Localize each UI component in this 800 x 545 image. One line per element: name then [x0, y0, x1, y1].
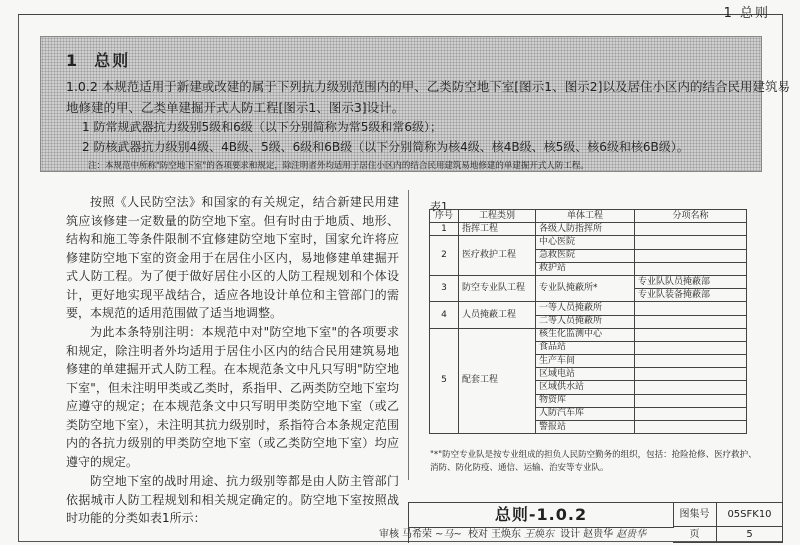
- unit-cell: 区域供水站: [536, 381, 635, 394]
- header-cell: 单体工程: [536, 210, 635, 223]
- sub-cell: [635, 302, 747, 315]
- sub-cell: [635, 223, 747, 236]
- signature: 王焕东: [523, 529, 554, 540]
- sub-cell: 专业队队员掩蔽部: [635, 275, 747, 288]
- unit-cell: 食品站: [536, 341, 635, 354]
- role-label: 设计: [560, 529, 581, 540]
- row-number: 4: [430, 302, 459, 328]
- unit-cell: 专业队掩蔽所*: [536, 275, 635, 301]
- set-number-label: 图集号: [673, 503, 717, 527]
- category-cell: 指挥工程: [459, 223, 536, 236]
- sub-cell: [635, 421, 747, 434]
- sub-cell: [635, 315, 747, 328]
- running-header: 1 总则: [723, 6, 770, 21]
- commentary-paragraph-3: 防空地下室的战时用途、抗力级别等都是由人防主管部门依据城市人防工程规划和相关规定确定的。防空地下室按照战时功能的分类如表1所示：: [66, 474, 399, 525]
- unit-cell: 各级人防指挥所: [536, 223, 635, 236]
- sub-cell: [635, 328, 747, 341]
- role-label: 审核: [379, 529, 399, 540]
- sub-cell: 专业队装备掩蔽部: [635, 289, 747, 302]
- title-block-title: 总则-1.0.2: [409, 503, 674, 528]
- unit-cell: 警报站: [536, 421, 635, 434]
- sub-cell: [635, 262, 747, 275]
- unit-cell: 物资库: [536, 394, 635, 407]
- sub-cell: [635, 355, 747, 368]
- section-title-text: 总则: [94, 51, 131, 70]
- classification-table: [429, 209, 747, 434]
- unit-cell: 区域电站: [536, 368, 635, 381]
- role-label: 校对: [467, 529, 488, 540]
- page-label: 页: [673, 527, 717, 543]
- unit-cell: 核生化监测中心: [536, 328, 635, 341]
- row-number: 2: [430, 236, 459, 276]
- clause-line-2: 地修建的甲、乙类单建掘开式人防工程[图示1、图示3]设计。: [66, 100, 405, 115]
- row-number: 1: [430, 223, 459, 236]
- table-header-row: [430, 210, 747, 223]
- sub-cell: [635, 394, 747, 407]
- signature: 赵贵华: [616, 529, 647, 540]
- row-number: 3: [430, 275, 459, 301]
- sub-cell: [635, 236, 747, 249]
- title-block: [379, 502, 783, 543]
- page-number: 5: [717, 527, 783, 543]
- role-name: 赵贵华: [583, 529, 614, 540]
- clause-item-2: 2 防核武器抗力级别4级、4B级、5级、6级和6B级（以下分别简称为核4级、核4B级、核5级、核6级和核6B级）。: [82, 140, 689, 154]
- role-name: 马希荣: [402, 529, 432, 540]
- unit-cell: 二等人员掩蔽所: [536, 315, 635, 328]
- table-row: [430, 223, 747, 236]
- table-row: [430, 302, 747, 315]
- commentary-paragraph-1: 按照《人民防空法》和国家的有关规定，结合新建民用建筑应该修建一定数量的防空地下室。但有时由于地质、地形、结构和施工等条件限制不宜修建防空地下室时，国家允许将应修建防空地下室的资金用于在居住小区内，易地修建单建掘开式人防工程。为了便于做好居住小区的人防工程规划和个体设计，更好地实现平战结合，适应各地设计单位和主管部门的需要，本规范的适用范围做了适当地调整。: [66, 195, 399, 320]
- role-name: 王焕东: [490, 529, 521, 540]
- row-number: 5: [430, 328, 459, 434]
- unit-cell: 救护站: [536, 262, 635, 275]
- clause-line-1: 1.0.2 本规范适用于新建或改建的属于下列抗力级别范围内的甲、乙类防空地下室[图示1、图示2]以及居住小区内的结合民用建筑易: [66, 79, 790, 94]
- unit-cell: 生产车间: [536, 355, 635, 368]
- header-cell: 工程类别: [459, 210, 536, 223]
- table-row: [430, 275, 747, 288]
- sub-cell: [635, 341, 747, 354]
- clause-note: 注：本规范中所称"防空地下室"的各项要求和规定，除注明者外均适用于居住小区内的结合民用建筑易地修建的单建掘开式人防工程。: [88, 161, 589, 171]
- category-cell: 人员掩蔽工程: [459, 302, 536, 328]
- table-row: [430, 236, 747, 249]
- title-block-roles: [379, 527, 649, 543]
- signature: ~马~: [435, 529, 462, 540]
- column-divider: [408, 190, 409, 480]
- commentary-paragraph-2: 为此本条特别注明：本规范中对"防空地下室"的各项要求和规定，除注明者外均适用于居住小区内的结合民用建筑易地修建的单建掘开式人防工程。在本规范条文中凡只写明"防空地下室"，但未注明甲类或乙类时，系指甲、乙两类防空地下室均应遵守的规定；在本规范条文中只写明甲类防空地下室（或乙类防空地下室），未注明其抗力级别时，系指符合本条规定范围内的各抗力级别的甲类防空地下室（或乙类防空地下室）均应遵守的规定。: [66, 325, 399, 469]
- category-cell: 医疗救护工程: [459, 236, 536, 276]
- sub-cell: [635, 368, 747, 381]
- section-number: 1: [66, 51, 80, 70]
- sub-cell: [635, 249, 747, 262]
- set-number: 05SFK10: [717, 503, 783, 527]
- sub-cell: [635, 407, 747, 420]
- category-cell: 防空专业队工程: [459, 275, 536, 301]
- table-footnote: "*"防空专业队是按专业组成的担负人民防空勤务的组织，包括：抢险抢修、医疗救护、消防、防化防疫、通信、运输、治安等专业队。: [430, 450, 757, 473]
- sub-cell: [635, 381, 747, 394]
- clause-item-1: 1 防常规武器抗力级别5级和6级（以下分别简称为常5级和常6级）；: [82, 120, 442, 134]
- category-cell: 配套工程: [459, 328, 536, 434]
- table-row: [430, 328, 747, 341]
- header-rule: [18, 14, 783, 15]
- table-caption: 表1: [430, 200, 448, 213]
- unit-cell: 一等人员掩蔽所: [536, 302, 635, 315]
- header-cell: 序号: [430, 210, 459, 223]
- section-title: [66, 48, 130, 71]
- unit-cell: 急救医院: [536, 249, 635, 262]
- unit-cell: 中心医院: [536, 236, 635, 249]
- header-cell: 分项名称: [635, 210, 747, 223]
- unit-cell: 人防汽车库: [536, 407, 635, 420]
